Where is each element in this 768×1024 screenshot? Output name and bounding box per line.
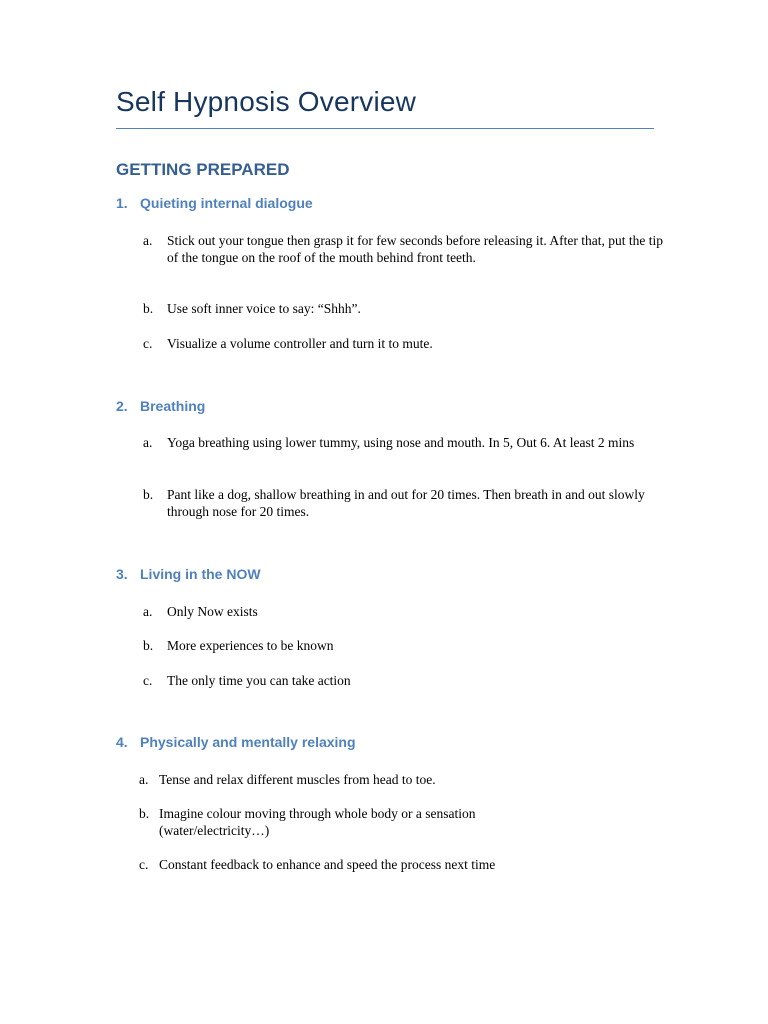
list-item-letter: b. (143, 487, 154, 502)
list-item (143, 300, 663, 317)
item-number: 4. (116, 734, 128, 750)
list-item-text: Yoga breathing using lower tummy, using nose and mouth. In 5, Out 6. At least 2 mins (167, 435, 635, 450)
list-item (143, 486, 663, 520)
page-title: Self Hypnosis Overview (116, 86, 417, 117)
list-item (143, 434, 663, 451)
item-number: 2. (116, 398, 128, 414)
list-item (143, 232, 663, 266)
title-underline (116, 128, 654, 129)
list-item-text: Tense and relax different muscles from head to toe. (159, 772, 436, 787)
list-item-text: Only Now exists (167, 604, 258, 619)
list-item-text: Stick out your tongue then grasp it for few seconds before releasing it. After that, put the tip of the tongue on the roof of the mouth behind front teeth. (167, 233, 663, 265)
list-item (143, 637, 663, 654)
list-item-text: Visualize a volume controller and turn it to mute. (167, 336, 433, 351)
list-item-letter: a. (143, 233, 153, 248)
item-heading-breathing (116, 398, 205, 414)
list-item-letter: b. (143, 638, 154, 653)
list-item-text: The only time you can take action (167, 673, 351, 688)
list-item (139, 771, 659, 788)
item-number: 3. (116, 566, 128, 582)
item-heading-text: Breathing (140, 398, 206, 414)
list-item-letter: c. (143, 336, 153, 351)
list-item (143, 335, 663, 352)
item-heading-text: Physically and mentally relaxing (140, 734, 356, 750)
list-item-letter: a. (143, 435, 153, 450)
list-item-letter: b. (143, 301, 154, 316)
item-heading-text: Quieting internal dialogue (140, 195, 313, 211)
list-item-letter: b. (139, 806, 150, 821)
list-item-text: Constant feedback to enhance and speed the process next time (159, 857, 496, 872)
list-item-letter: c. (143, 673, 153, 688)
item-heading-text: Living in the NOW (140, 566, 261, 582)
list-item-letter: a. (143, 604, 153, 619)
list-item-letter: c. (139, 857, 149, 872)
list-item-text: More experiences to be known (167, 638, 334, 653)
list-item (143, 672, 663, 689)
section-heading: GETTING PREPARED (116, 160, 290, 179)
list-item (143, 603, 663, 620)
list-item (139, 856, 659, 873)
list-item-text: Pant like a dog, shallow breathing in and out for 20 times. Then breath in and out slowly through nose for 20 times. (167, 487, 645, 519)
item-heading-quieting (116, 195, 313, 211)
list-item (139, 805, 579, 839)
item-heading-relaxing (116, 734, 356, 750)
list-item-text: Imagine colour moving through whole body or a sensation (water/electricity…) (159, 806, 476, 838)
item-number: 1. (116, 195, 128, 211)
list-item-text: Use soft inner voice to say: “Shhh”. (167, 301, 361, 316)
item-heading-living-now (116, 566, 261, 582)
list-item-letter: a. (139, 772, 149, 787)
